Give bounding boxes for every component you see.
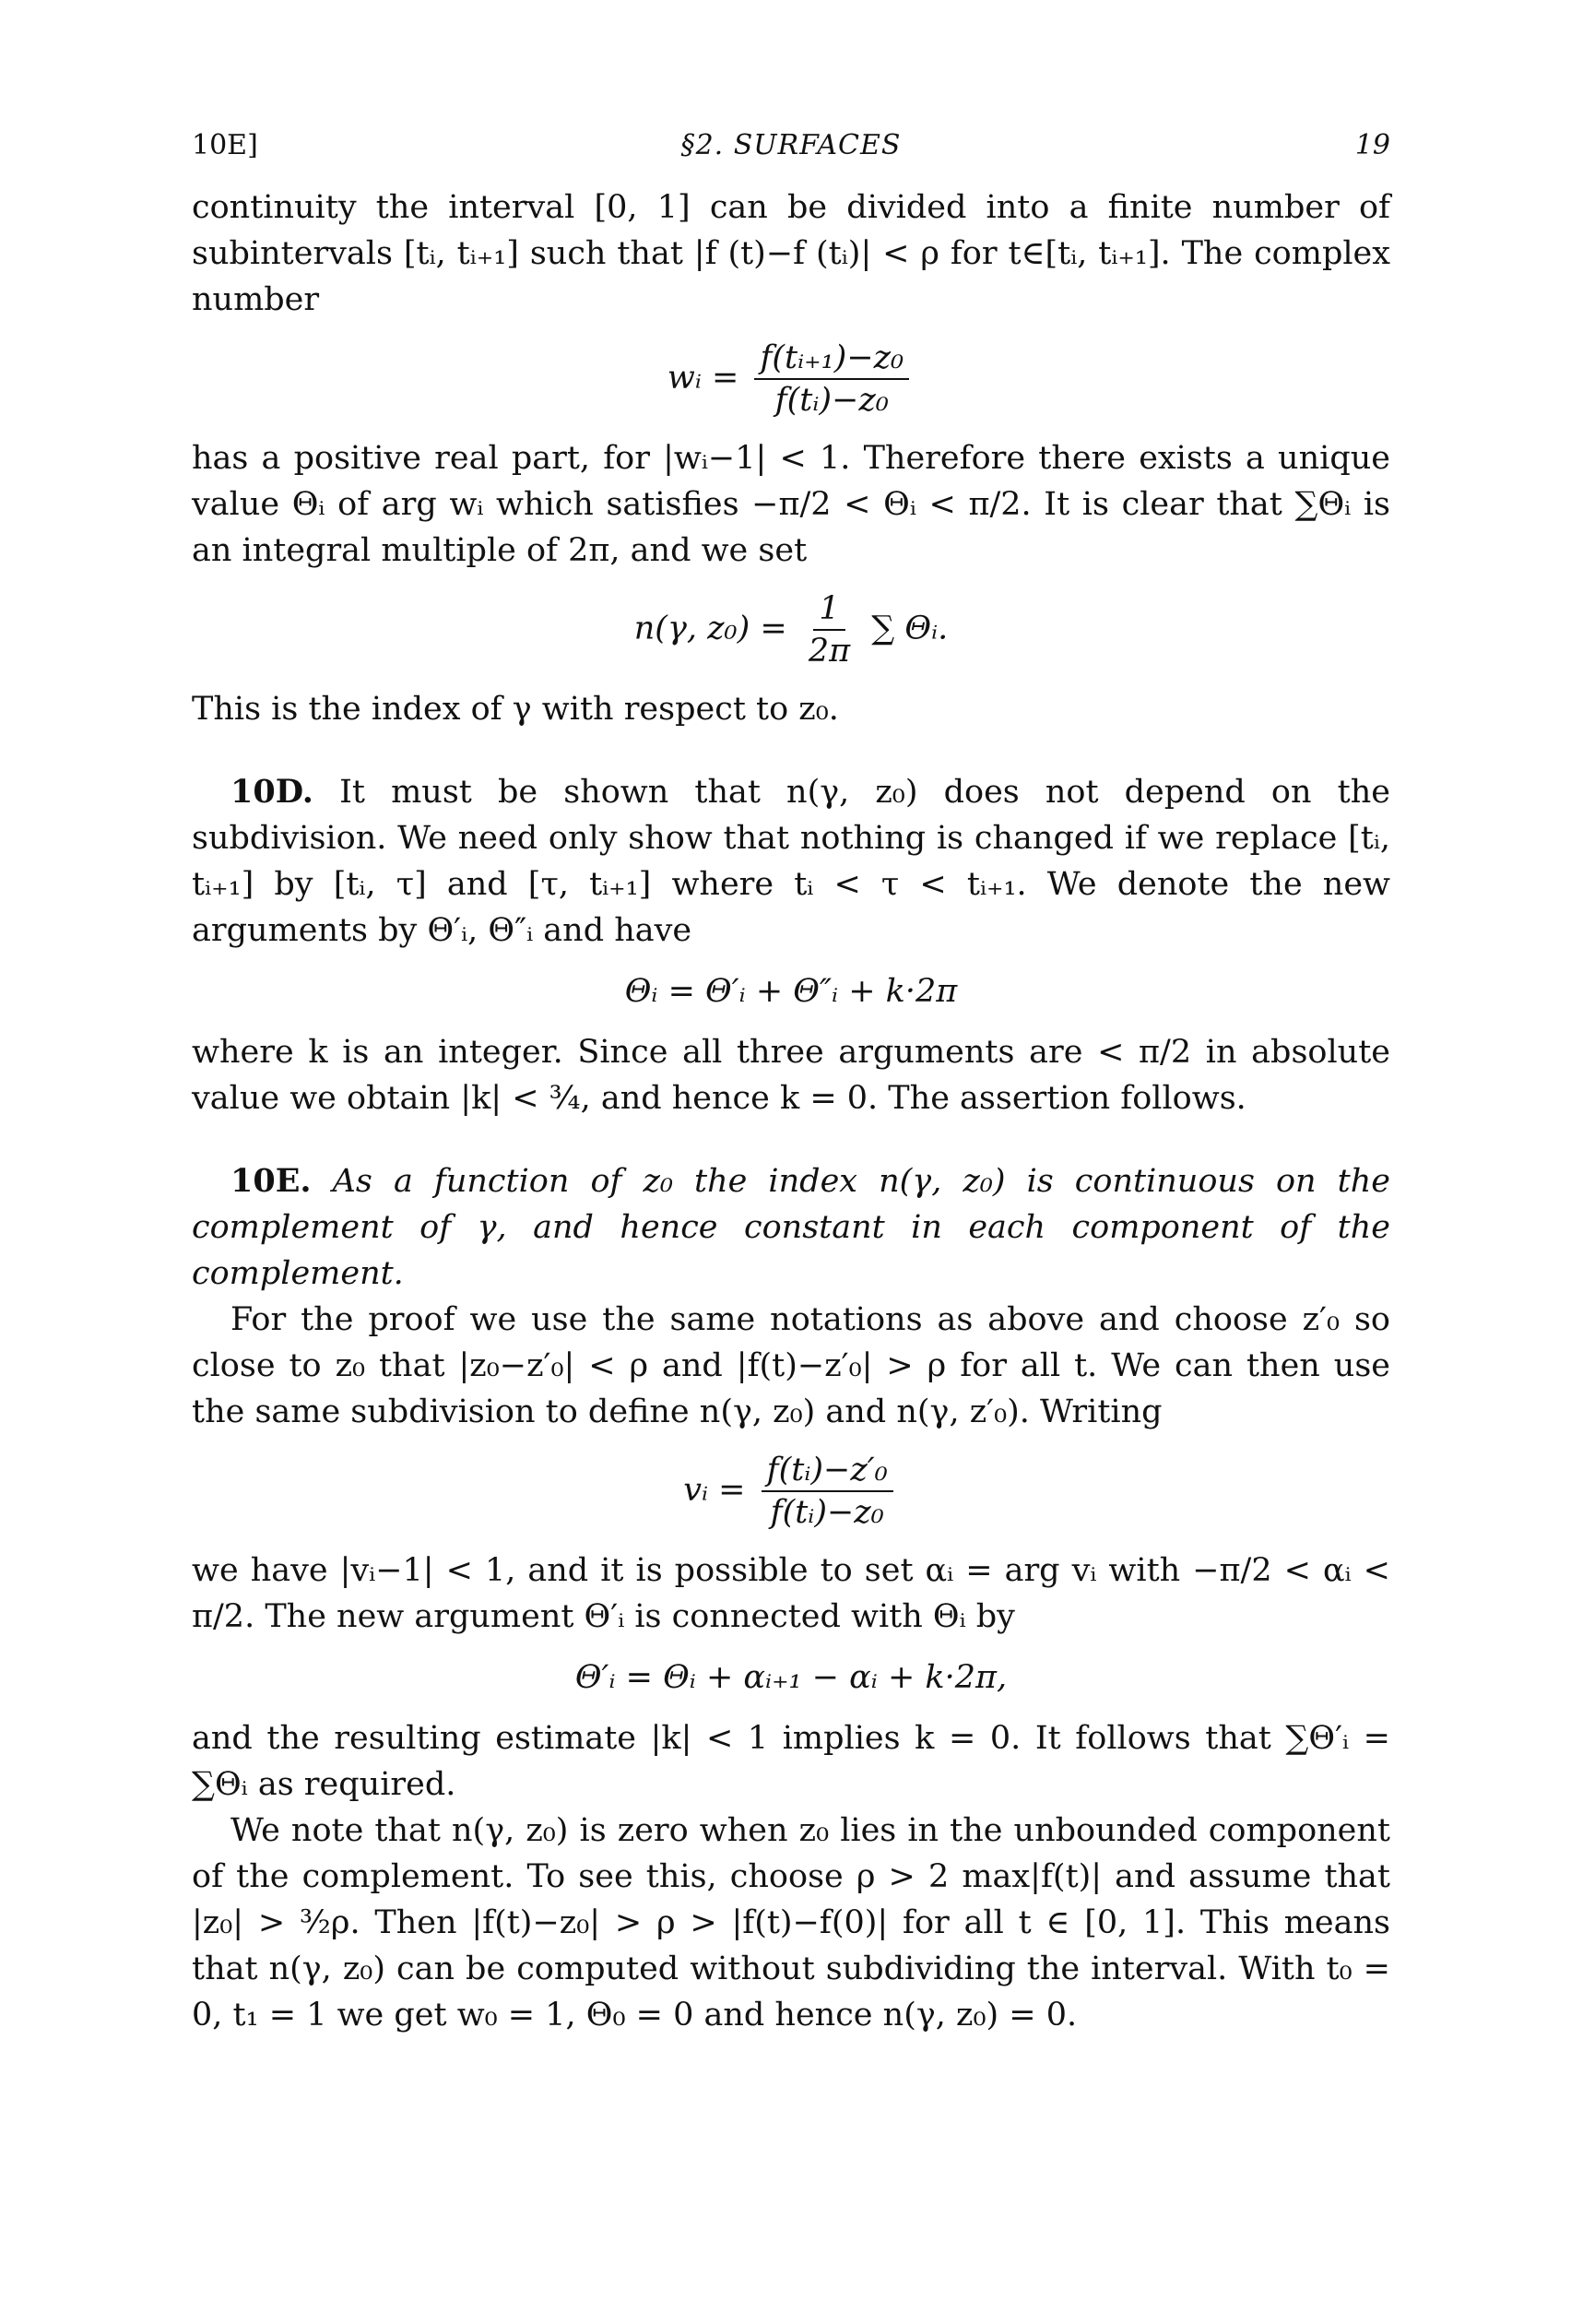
book-page [192,129,1390,2038]
running-head [192,129,1390,184]
equation-theta-split: Θᵢ = Θ′ᵢ + Θ″ᵢ + k·2π [624,973,958,1010]
section-label-10d: 10D. [230,773,313,811]
paragraph-real-part: has a positive real part, for |wᵢ−1| < 1. Therefore there exists a unique value Θᵢ of arg wᵢ which satisfies −π/2 < Θᵢ < π/2. It is clear that ∑Θᵢ is an integral multiple of 2π, and we set [192,440,1390,569]
equation-lhs: wᵢ = [667,359,739,397]
paragraph-continuity: continuity the interval [0, 1] can be divided into a finite number of subintervals [tᵢ, tᵢ₊₁] such that |f (t)−f (tᵢ)| < ρ for t∈[tᵢ, tᵢ₊₁]. The complex number [192,189,1390,318]
paragraph-proof: For the proof we use the same notations as above and choose z′₀ so close to z₀ that |z₀−z′₀| < ρ and |f(t)−z′₀| > ρ for all t. We can then use the same subdivision to define n(γ, z₀) and n(γ, z′₀). Writing [192,1301,1390,1430]
fraction-numerator: f(tᵢ)−z′₀ [762,1450,893,1492]
section-10e [192,1158,1390,1297]
chapter-title: §2. SURFACES [680,129,902,161]
section-10e-theorem: As a function of z₀ the index n(γ, z₀) is continuous on the complement of γ, and hence constant in each component of the complement. [192,1163,1390,1292]
paragraph-alpha: we have |vᵢ−1| < 1, and it is possible to set αᵢ = arg vᵢ with −π/2 < αᵢ < π/2. The new argument Θ′ᵢ is connected with Θᵢ by [192,1552,1390,1635]
fraction-denominator: f(tᵢ)−z₀ [770,1494,884,1531]
fraction-numerator: 1 [813,588,845,631]
section-10d-text: It must be shown that n(γ, z₀) does not depend on the subdivision. We need only show that nothing is changed if we replace [tᵢ, tᵢ₊₁] by [tᵢ, τ] and [τ, tᵢ₊₁] where tᵢ < τ < tᵢ₊₁. We denote the new arguments by Θ′ᵢ, Θ″ᵢ and have [192,774,1390,949]
paragraph-k-integer: where k is an integer. Since all three arguments are < π/2 in absolute value we obtain |k| < ¾, and hence k = 0. The assertion follows. [192,1034,1390,1117]
fraction-numerator: f(tᵢ₊₁)−z₀ [754,338,909,380]
equation-v-i [192,1450,1390,1533]
fraction [803,588,856,671]
fraction [762,1450,893,1533]
page-number: 19 [1354,129,1390,161]
equation-rhs: ∑ Θᵢ. [871,610,949,647]
equation-theta-prime: Θ′ᵢ = Θᵢ + αᵢ₊₁ − αᵢ + k·2π, [574,1659,1008,1696]
fraction-denominator: 2π [808,633,851,670]
section-reference: 10E] [192,129,258,161]
fraction-denominator: f(tᵢ)−z₀ [774,382,889,419]
equation-w-i [192,338,1390,421]
section-label-10e: 10E. [230,1162,312,1200]
section-10d [192,769,1390,954]
equation-lhs: vᵢ = [683,1471,746,1509]
equation-index-definition [192,588,1390,671]
paragraph-index-of-gamma: This is the index of γ with respect to z₀. [192,691,839,728]
paragraph-unbounded-component: We note that n(γ, z₀) is zero when z₀ lies in the unbounded component of the complement. To see this, choose ρ > 2 max|f(t)| and assume that |z₀| > ³⁄₂ρ. Then |f(t)−z₀| > ρ > |f(t)−f(0)| for all t ∈ [0, 1]. This means that n(γ, z₀) can be computed without subdividing the interval. With t₀ = 0, t₁ = 1 we get w₀ = 1, Θ₀ = 0 and hence n(γ, z₀) = 0. [192,1812,1390,2034]
paragraph-estimate: and the resulting estimate |k| < 1 implies k = 0. It follows that ∑Θ′ᵢ = ∑Θᵢ as required. [192,1720,1390,1803]
fraction [754,338,909,421]
equation-lhs: n(γ, z₀) = [633,610,787,647]
